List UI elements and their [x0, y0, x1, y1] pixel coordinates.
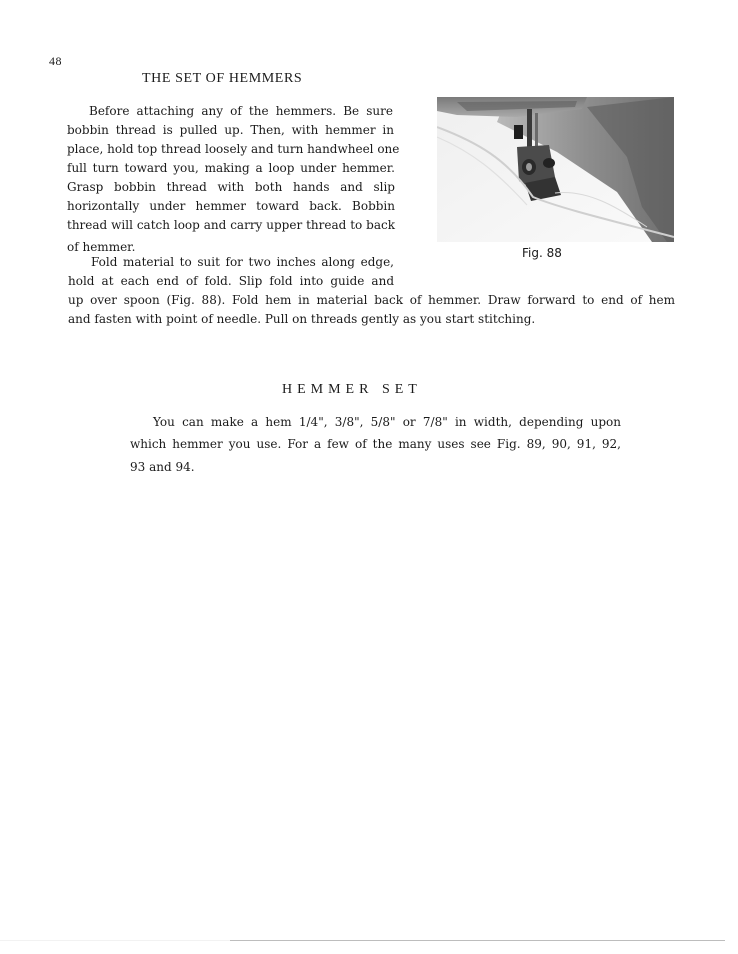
section-heading-hemmers: THE SET OF HEMMERS	[142, 71, 303, 86]
footer-rule	[230, 940, 725, 941]
figure-88-photo	[437, 97, 674, 242]
paragraph-line: You can make a hem 1/4", 3/8", 5/8" or 7/8" in width, depending upon	[153, 415, 621, 429]
paragraph-line: and fasten with point of needle. Pull on threads gently as you start stitching.	[68, 312, 536, 326]
paragraph-line: which hemmer you use. For a few of the many uses see Fig. 89, 90, 91, 92,	[130, 437, 621, 451]
section-heading-hemmer-set: HEMMER SET	[282, 382, 422, 397]
paragraph-line: horizontally under hemmer toward back. Bobbin	[67, 199, 395, 213]
paragraph-line: hold at each end of fold. Slip fold into guide and	[68, 274, 394, 288]
paragraph-line: full turn toward you, making a loop under hemmer.	[67, 161, 395, 175]
paragraph-line: up over spoon (Fig. 88). Fold hem in material back of hemmer. Draw forward to end of hem	[68, 293, 675, 307]
paragraph-line: Grasp bobbin thread with both hands and slip	[67, 180, 395, 194]
paragraph-line: Fold material to suit for two inches along edge,	[91, 255, 394, 269]
page-number: 48	[49, 54, 62, 68]
paragraph-line: Before attaching any of the hemmers. Be sure	[89, 104, 393, 118]
figure-caption: Fig. 88	[522, 246, 562, 260]
paragraph-line: 93 and 94.	[130, 460, 195, 474]
paragraph-line: bobbin thread is pulled up. Then, with hemmer in	[67, 123, 394, 137]
paragraph-line: of hemmer.	[67, 240, 136, 254]
footer-rule-faint	[0, 940, 230, 941]
paragraph-line: thread will catch loop and carry upper thread to back	[67, 218, 395, 232]
paragraph-line: place, hold top thread loosely and turn handwheel one	[67, 142, 400, 156]
